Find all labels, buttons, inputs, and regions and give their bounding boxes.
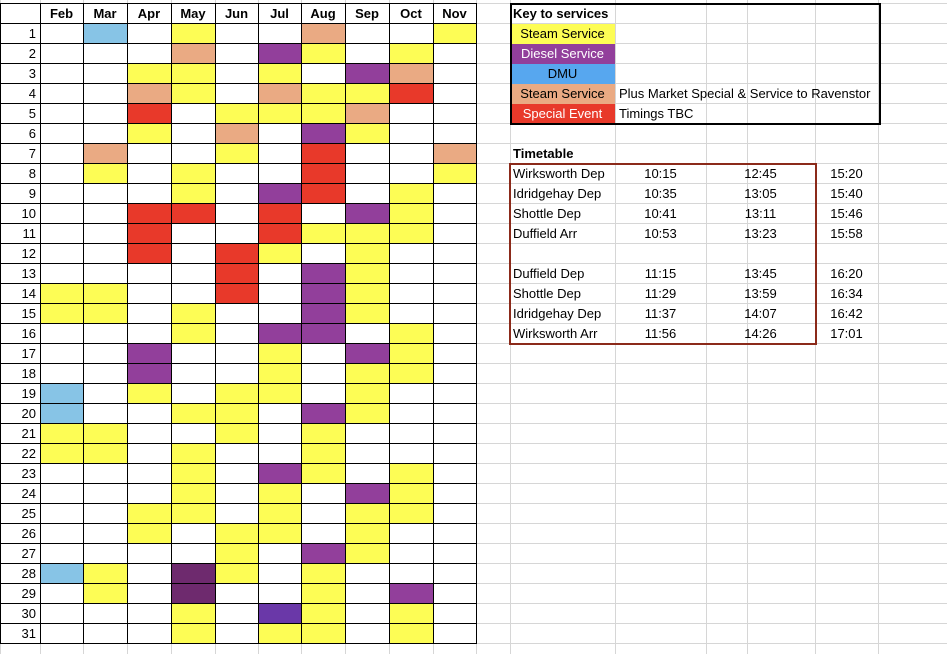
- calendar-border-h: [0, 43, 477, 44]
- calendar-cell-filled[interactable]: [171, 584, 215, 604]
- calendar-border-h: [0, 303, 477, 304]
- calendar-cell-filled[interactable]: [171, 564, 215, 584]
- day-number: 1: [28, 26, 36, 41]
- timetable-border: [509, 343, 817, 345]
- calendar-cell-filled[interactable]: [345, 204, 389, 224]
- key-border: [510, 123, 880, 125]
- calendar-cell-filled[interactable]: [171, 324, 215, 344]
- timetable-title: Timetable: [513, 146, 574, 161]
- calendar-border-h: [0, 283, 477, 284]
- day-number: 3: [28, 66, 36, 81]
- calendar-cell-filled[interactable]: [345, 284, 389, 304]
- timetable-time: 10:53: [644, 226, 677, 241]
- key-border: [510, 3, 879, 5]
- timetable-time: 14:07: [744, 306, 777, 321]
- calendar-cell-filled[interactable]: [127, 204, 171, 224]
- calendar-border-h: [0, 243, 477, 244]
- calendar-cell-filled[interactable]: [301, 124, 345, 144]
- calendar-cell-filled[interactable]: [171, 84, 215, 104]
- day-number: 12: [21, 246, 36, 261]
- calendar-cell-filled[interactable]: [40, 444, 83, 464]
- day-number: 31: [21, 626, 36, 641]
- calendar-cell-filled[interactable]: [345, 384, 389, 404]
- timetable-time: 17:01: [830, 326, 863, 341]
- day-number: 11: [22, 226, 36, 241]
- timetable-time: 13:11: [744, 206, 777, 221]
- calendar-border-h: [0, 523, 477, 524]
- month-header: Nov: [442, 6, 467, 21]
- calendar-cell-filled[interactable]: [258, 344, 301, 364]
- calendar-cell-filled[interactable]: [345, 344, 389, 364]
- calendar-cell-filled[interactable]: [389, 464, 433, 484]
- calendar-cell-filled[interactable]: [389, 624, 433, 644]
- calendar-cell-filled[interactable]: [389, 504, 433, 524]
- month-header: May: [180, 6, 206, 21]
- calendar-cell-filled[interactable]: [301, 604, 345, 624]
- timetable-time: 15:20: [830, 166, 863, 181]
- month-header: Jun: [224, 6, 249, 21]
- calendar-cell-filled[interactable]: [389, 84, 433, 104]
- calendar-cell-filled[interactable]: [345, 404, 389, 424]
- calendar-cell-filled[interactable]: [258, 184, 301, 204]
- day-number: 10: [21, 206, 36, 221]
- timetable-time: 15:40: [830, 186, 863, 201]
- calendar-border-h: [0, 83, 477, 84]
- calendar-cell-filled[interactable]: [345, 224, 389, 244]
- timetable-station: Shottle Dep: [513, 286, 581, 301]
- calendar-cell-filled[interactable]: [301, 144, 345, 164]
- calendar-cell-filled[interactable]: [83, 564, 127, 584]
- day-number: 15: [21, 306, 36, 321]
- calendar-cell-filled[interactable]: [83, 24, 127, 44]
- calendar-cell-filled[interactable]: [127, 64, 171, 84]
- calendar-cell-filled[interactable]: [345, 304, 389, 324]
- calendar-cell-filled[interactable]: [171, 24, 215, 44]
- calendar-cell-filled[interactable]: [215, 564, 258, 584]
- calendar-cell-filled[interactable]: [345, 524, 389, 544]
- calendar-cell-filled[interactable]: [301, 444, 345, 464]
- calendar-cell-filled[interactable]: [127, 224, 171, 244]
- calendar-cell-filled[interactable]: [171, 304, 215, 324]
- calendar-border-h: [0, 163, 477, 164]
- calendar-cell-filled[interactable]: [215, 284, 258, 304]
- day-number: 29: [21, 586, 36, 601]
- day-number: 23: [21, 466, 36, 481]
- day-number: 30: [21, 606, 36, 621]
- calendar-cell-filled[interactable]: [258, 384, 301, 404]
- calendar-cell-filled[interactable]: [345, 544, 389, 564]
- day-number: 27: [21, 546, 36, 561]
- calendar-cell-filled[interactable]: [345, 244, 389, 264]
- calendar-cell-filled[interactable]: [83, 284, 127, 304]
- calendar-cell-filled[interactable]: [215, 384, 258, 404]
- day-number: 28: [21, 566, 36, 581]
- day-number: 6: [28, 126, 36, 141]
- calendar-cell-filled[interactable]: [127, 524, 171, 544]
- calendar-border-h: [0, 483, 477, 484]
- timetable-time: 14:26: [744, 326, 777, 341]
- calendar-cell-filled[interactable]: [258, 44, 301, 64]
- calendar-cell-filled[interactable]: [258, 84, 301, 104]
- month-header: Oct: [400, 6, 422, 21]
- calendar-cell-filled[interactable]: [301, 564, 345, 584]
- calendar-cell-filled[interactable]: [258, 104, 301, 124]
- calendar-cell-filled[interactable]: [171, 464, 215, 484]
- timetable-time: 11:56: [644, 326, 677, 341]
- calendar-cell-filled[interactable]: [389, 604, 433, 624]
- calendar-cell-filled[interactable]: [171, 604, 215, 624]
- month-header: Jul: [270, 6, 289, 21]
- calendar-cell-filled[interactable]: [83, 304, 127, 324]
- key-note: Timings TBC: [619, 106, 694, 121]
- calendar-cell-filled[interactable]: [215, 144, 258, 164]
- calendar-cell-filled[interactable]: [301, 84, 345, 104]
- calendar-cell-filled[interactable]: [40, 284, 83, 304]
- calendar-cell-filled[interactable]: [127, 124, 171, 144]
- timetable-station: Duffield Arr: [513, 226, 578, 241]
- day-number: 5: [28, 106, 36, 121]
- calendar-cell-filled[interactable]: [127, 104, 171, 124]
- calendar-cell-filled[interactable]: [301, 184, 345, 204]
- calendar-cell-filled[interactable]: [345, 84, 389, 104]
- calendar-cell-filled[interactable]: [301, 584, 345, 604]
- calendar-border-h: [0, 503, 477, 504]
- month-header: Feb: [49, 6, 74, 21]
- calendar-cell-filled[interactable]: [40, 404, 83, 424]
- timetable-time: 13:23: [744, 226, 777, 241]
- calendar-cell-filled[interactable]: [40, 304, 83, 324]
- day-number: 16: [21, 326, 36, 341]
- timetable-border: [815, 163, 817, 345]
- month-header: Apr: [137, 6, 161, 21]
- calendar-cell-filled[interactable]: [127, 84, 171, 104]
- calendar-cell-filled[interactable]: [301, 304, 345, 324]
- calendar-cell-filled[interactable]: [345, 264, 389, 284]
- calendar-cell-filled[interactable]: [258, 64, 301, 84]
- calendar-cell-filled[interactable]: [389, 584, 433, 604]
- calendar-border-h: [0, 583, 477, 584]
- key-label: DMU: [547, 66, 578, 81]
- calendar-cell-filled[interactable]: [301, 424, 345, 444]
- calendar-border-h: [0, 183, 477, 184]
- calendar-cell-filled[interactable]: [301, 544, 345, 564]
- calendar-cell-filled[interactable]: [171, 404, 215, 424]
- calendar-cell-filled[interactable]: [171, 184, 215, 204]
- day-number: 2: [28, 46, 36, 61]
- timetable-time: 16:42: [830, 306, 863, 321]
- calendar-cell-filled[interactable]: [258, 504, 301, 524]
- day-number: 13: [21, 266, 36, 281]
- key-label: Special Event: [522, 106, 603, 121]
- key-border: [510, 3, 512, 125]
- calendar-border-h: [0, 323, 477, 324]
- timetable-time: 16:20: [830, 266, 863, 281]
- day-number: 22: [21, 446, 36, 461]
- timetable-time: 16:34: [830, 286, 863, 301]
- calendar-cell-filled[interactable]: [215, 104, 258, 124]
- calendar-border-h: [0, 63, 477, 64]
- calendar-cell-filled[interactable]: [301, 324, 345, 344]
- calendar-border-h: [0, 263, 477, 264]
- timetable-time: 15:46: [830, 206, 863, 221]
- calendar-cell-filled[interactable]: [258, 484, 301, 504]
- key-border: [879, 3, 881, 125]
- calendar-cell-filled[interactable]: [83, 584, 127, 604]
- calendar-cell-filled[interactable]: [258, 364, 301, 384]
- calendar-cell-filled[interactable]: [258, 224, 301, 244]
- calendar-cell-filled[interactable]: [171, 504, 215, 524]
- calendar-border-h: [0, 103, 477, 104]
- calendar-cell-filled[interactable]: [40, 564, 83, 584]
- key-label: Steam Service: [520, 86, 605, 101]
- calendar-cell-filled[interactable]: [345, 64, 389, 84]
- calendar-cell-filled[interactable]: [171, 444, 215, 464]
- calendar-cell-filled[interactable]: [301, 164, 345, 184]
- calendar-border-h: [0, 403, 477, 404]
- day-number: 8: [28, 166, 36, 181]
- day-number: 26: [21, 526, 36, 541]
- timetable-station: Duffield Dep: [513, 266, 585, 281]
- calendar-cell-filled[interactable]: [345, 484, 389, 504]
- month-header: Sep: [355, 6, 379, 21]
- calendar-cell-filled[interactable]: [389, 364, 433, 384]
- calendar-border-h: [0, 23, 477, 24]
- calendar-border-h: [0, 363, 477, 364]
- timetable-time: 13:05: [744, 186, 777, 201]
- calendar-cell-filled[interactable]: [345, 504, 389, 524]
- calendar-cell-filled[interactable]: [345, 104, 389, 124]
- calendar-cell-filled[interactable]: [171, 64, 215, 84]
- timetable-station: Wirksworth Arr: [513, 326, 598, 341]
- calendar-cell-filled[interactable]: [433, 144, 476, 164]
- timetable-border: [509, 163, 817, 165]
- calendar-cell-filled[interactable]: [127, 344, 171, 364]
- timetable-station: Idridgehay Dep: [513, 186, 602, 201]
- calendar-cell-filled[interactable]: [127, 384, 171, 404]
- calendar-cell-filled[interactable]: [215, 404, 258, 424]
- day-number: 14: [21, 286, 36, 301]
- key-note: Plus Market Special & Service to Ravenstor: [619, 86, 871, 101]
- calendar-border-h: [0, 563, 477, 564]
- timetable-time: 12:45: [744, 166, 777, 181]
- calendar-cell-filled[interactable]: [258, 324, 301, 344]
- calendar-cell-filled[interactable]: [83, 424, 127, 444]
- calendar-cell-filled[interactable]: [301, 404, 345, 424]
- calendar-cell-filled[interactable]: [301, 224, 345, 244]
- calendar-border-h: [0, 203, 477, 204]
- key-label: Steam Service: [520, 26, 605, 41]
- calendar-cell-filled[interactable]: [171, 204, 215, 224]
- timetable-time: 11:37: [644, 306, 677, 321]
- key-title: Key to services: [513, 6, 609, 21]
- calendar-cell-filled[interactable]: [171, 624, 215, 644]
- calendar-cell-filled[interactable]: [389, 64, 433, 84]
- timetable-station: Wirksworth Dep: [513, 166, 605, 181]
- calendar-cell-filled[interactable]: [301, 264, 345, 284]
- calendar-cell-filled[interactable]: [215, 244, 258, 264]
- calendar-cell-filled[interactable]: [389, 204, 433, 224]
- day-number: 19: [21, 386, 36, 401]
- day-number: 7: [28, 146, 36, 161]
- calendar-cell-filled[interactable]: [127, 504, 171, 524]
- calendar-cell-filled[interactable]: [389, 44, 433, 64]
- key-label: Diesel Service: [520, 46, 605, 61]
- calendar-border-h: [0, 463, 477, 464]
- calendar-cell-filled[interactable]: [389, 484, 433, 504]
- calendar-cell-filled[interactable]: [301, 464, 345, 484]
- timetable-time: 11:15: [644, 266, 677, 281]
- calendar-border-h: [0, 143, 477, 144]
- day-number: 25: [21, 506, 36, 521]
- month-header: Mar: [93, 6, 117, 21]
- calendar-cell-filled[interactable]: [127, 364, 171, 384]
- timetable-time: 10:41: [644, 206, 677, 221]
- calendar-cell-filled[interactable]: [389, 344, 433, 364]
- timetable-station: Idridgehay Dep: [513, 306, 602, 321]
- calendar-border-h: [0, 643, 477, 644]
- calendar-border-h: [0, 223, 477, 224]
- calendar-cell-filled[interactable]: [258, 464, 301, 484]
- calendar-cell-filled[interactable]: [40, 384, 83, 404]
- calendar-cell-filled[interactable]: [345, 124, 389, 144]
- calendar-cell-filled[interactable]: [40, 424, 83, 444]
- timetable-time: 10:15: [644, 166, 677, 181]
- calendar-cell-filled[interactable]: [127, 244, 171, 264]
- timetable-time: 11:29: [644, 286, 677, 301]
- day-number: 21: [21, 426, 36, 441]
- calendar-cell-filled[interactable]: [171, 164, 215, 184]
- calendar-cell-filled[interactable]: [258, 204, 301, 224]
- calendar-border-h: [0, 383, 477, 384]
- calendar-cell-filled[interactable]: [215, 124, 258, 144]
- calendar-border-h: [0, 543, 477, 544]
- calendar-cell-filled[interactable]: [258, 244, 301, 264]
- calendar-cell-filled[interactable]: [301, 24, 345, 44]
- calendar-cell-filled[interactable]: [389, 224, 433, 244]
- day-number: 18: [21, 366, 36, 381]
- month-header: Aug: [310, 6, 336, 21]
- timetable-time: 10:35: [644, 186, 677, 201]
- calendar-cell-filled[interactable]: [258, 624, 301, 644]
- calendar-cell-filled[interactable]: [389, 184, 433, 204]
- calendar-cell-filled[interactable]: [215, 264, 258, 284]
- calendar-cell-filled[interactable]: [301, 624, 345, 644]
- calendar-cell-filled[interactable]: [301, 44, 345, 64]
- calendar-cell-filled[interactable]: [83, 144, 127, 164]
- calendar-cell-filled[interactable]: [389, 324, 433, 344]
- calendar-cell-filled[interactable]: [171, 484, 215, 504]
- timetable-station: Shottle Dep: [513, 206, 581, 221]
- timetable-time: 15:58: [830, 226, 863, 241]
- day-number: 20: [21, 406, 36, 421]
- calendar-border-h: [0, 443, 477, 444]
- calendar-border-h: [0, 603, 477, 604]
- calendar-cell-filled[interactable]: [215, 424, 258, 444]
- day-number: 4: [28, 86, 36, 101]
- calendar-cell-filled[interactable]: [258, 604, 301, 624]
- calendar-border-h: [0, 343, 477, 344]
- day-number: 9: [28, 186, 36, 201]
- calendar-border-h: [0, 3, 477, 4]
- timetable-time: 13:45: [744, 266, 777, 281]
- calendar-border-h: [0, 123, 477, 124]
- calendar-border-h: [0, 623, 477, 624]
- calendar-cell-filled[interactable]: [345, 364, 389, 384]
- calendar-border-h: [0, 423, 477, 424]
- day-number: 24: [21, 486, 36, 501]
- calendar-cell-filled[interactable]: [171, 44, 215, 64]
- calendar-cell-filled[interactable]: [83, 164, 127, 184]
- calendar-cell-filled[interactable]: [215, 524, 258, 544]
- calendar-cell-filled[interactable]: [215, 544, 258, 564]
- calendar-cell-filled[interactable]: [258, 524, 301, 544]
- calendar-cell-filled[interactable]: [433, 24, 476, 44]
- calendar-cell-filled[interactable]: [433, 164, 476, 184]
- timetable-time: 13:59: [744, 286, 777, 301]
- timetable-border: [509, 163, 511, 345]
- calendar-cell-filled[interactable]: [301, 104, 345, 124]
- calendar-cell-filled[interactable]: [83, 444, 127, 464]
- day-number: 17: [21, 346, 36, 361]
- calendar-cell-filled[interactable]: [301, 284, 345, 304]
